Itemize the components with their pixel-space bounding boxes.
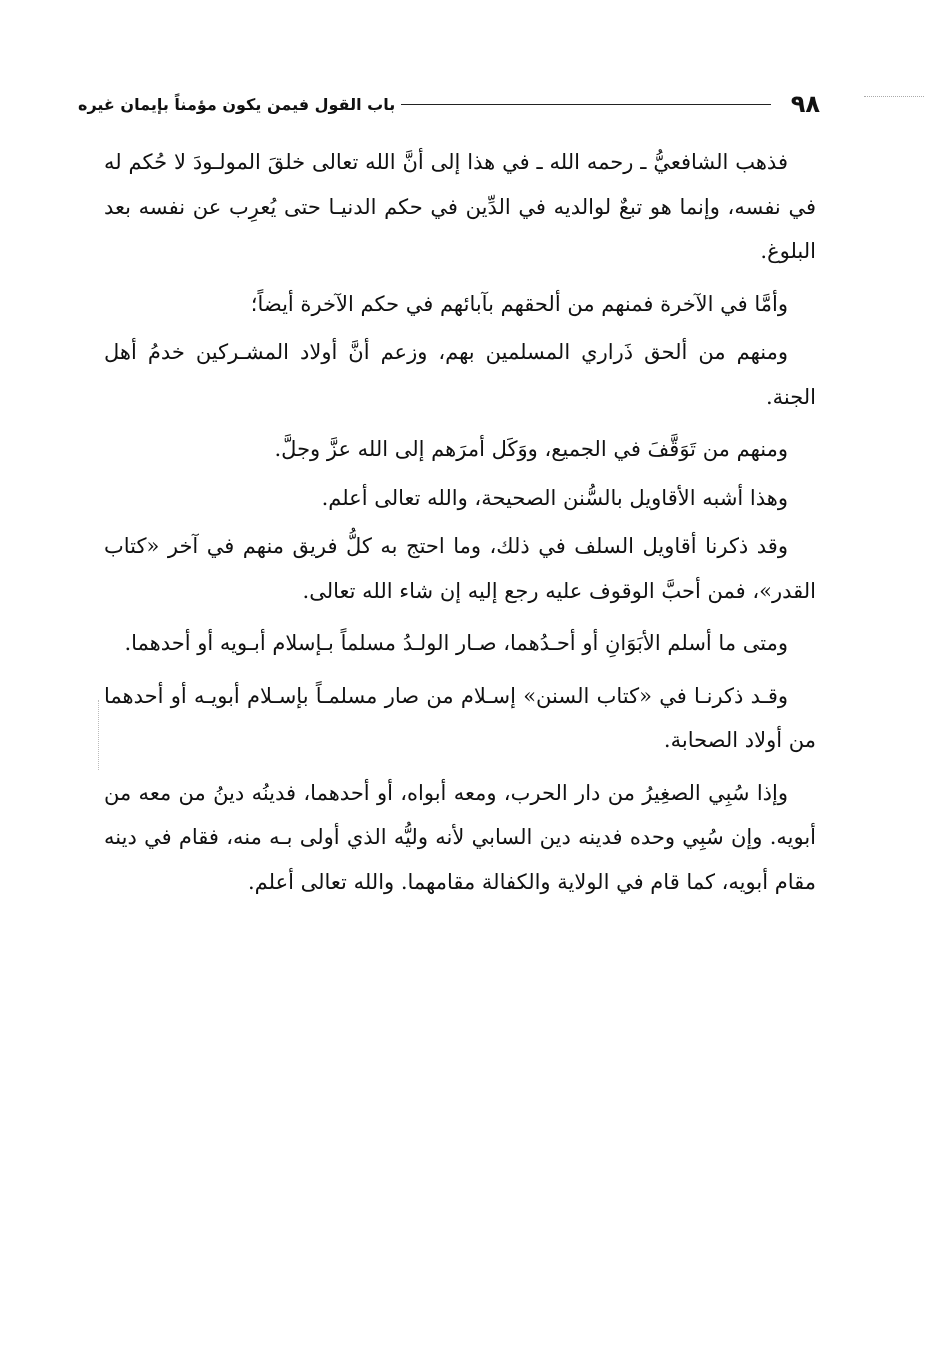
paragraph-2: وأمَّا في الآخرة فمنهم من ألحقهم بآبائهم في حكم الآخرة أيضاً؛ (250, 291, 788, 316)
paragraph-5: وهذا أشبه الأقاويل بالسُّنن الصحيحة، والله تعالى أعلم. (321, 485, 788, 510)
paragraph-1: فذهب الشافعيُّ ـ رحمه الله ـ في هذا إلى أنَّ الله تعالى خلقَ المولـودَ لا حُكم له في نفسه، وإنما هو تبعٌ لوالديه في الدِّين في حكم الدنيـا حتى يُعرِب عن نفسه بعد البلوغ. (104, 150, 816, 263)
page-header (78, 86, 820, 122)
scan-margin-mark (864, 96, 924, 97)
paragraph-7: ومتى ما أسلم الأبَوَانِ أو أحـدُهما، صـار الولـدُ مسلماً بـإسلام أبـويه أو أحدهما. (124, 631, 788, 655)
scan-margin-mark-side (98, 700, 99, 770)
paragraph-4: ومنهم من تَوَقَّفَ في الجميع، ووَكَل أمرَهم إلى الله عزَّ وجلَّ. (274, 437, 788, 461)
paragraph-6: وقد ذكرنا أقاويل السلف في ذلك، وما احتج به كلُّ فريق منهم في آخر «كتاب القدر»، فمن أحبَّ الوقوف عليه رجع إليه إن شاء الله تعالى. (104, 534, 816, 603)
running-title: باب القول فيمن يكون مؤمناً بإيمان غيره (78, 94, 396, 114)
paragraph-8: وقـد ذكرنـا في «كتاب السنن» إسـلام من صار مسلمـاً بإسـلام أبويـه أو أحدهما من أولاد الصحابة. (104, 683, 816, 752)
paragraph-3: ومنهم من ألحق ذَراري المسلمين بهم، وزعم أنَّ أولاد المشـركين خدمُ أهل الجنة. (104, 340, 816, 409)
header-rule (401, 104, 770, 105)
paragraph-9: وإذا سُبِي الصغِيرُ من دار الحرب، ومعه أبواه، أو أحدهما، فدينُه دينُ من معه من أبويه. وإن سُبِي وحده فدينه دين السابي لأنه وليُّه الذي أولى بـه منه، فقام في دينه مقام أبويه، كما قام في الولاية والكفالة مقامهما. والله تعالى أعلم. (104, 780, 816, 894)
body-text (104, 140, 816, 912)
page-number: ٩٨ (790, 90, 820, 118)
